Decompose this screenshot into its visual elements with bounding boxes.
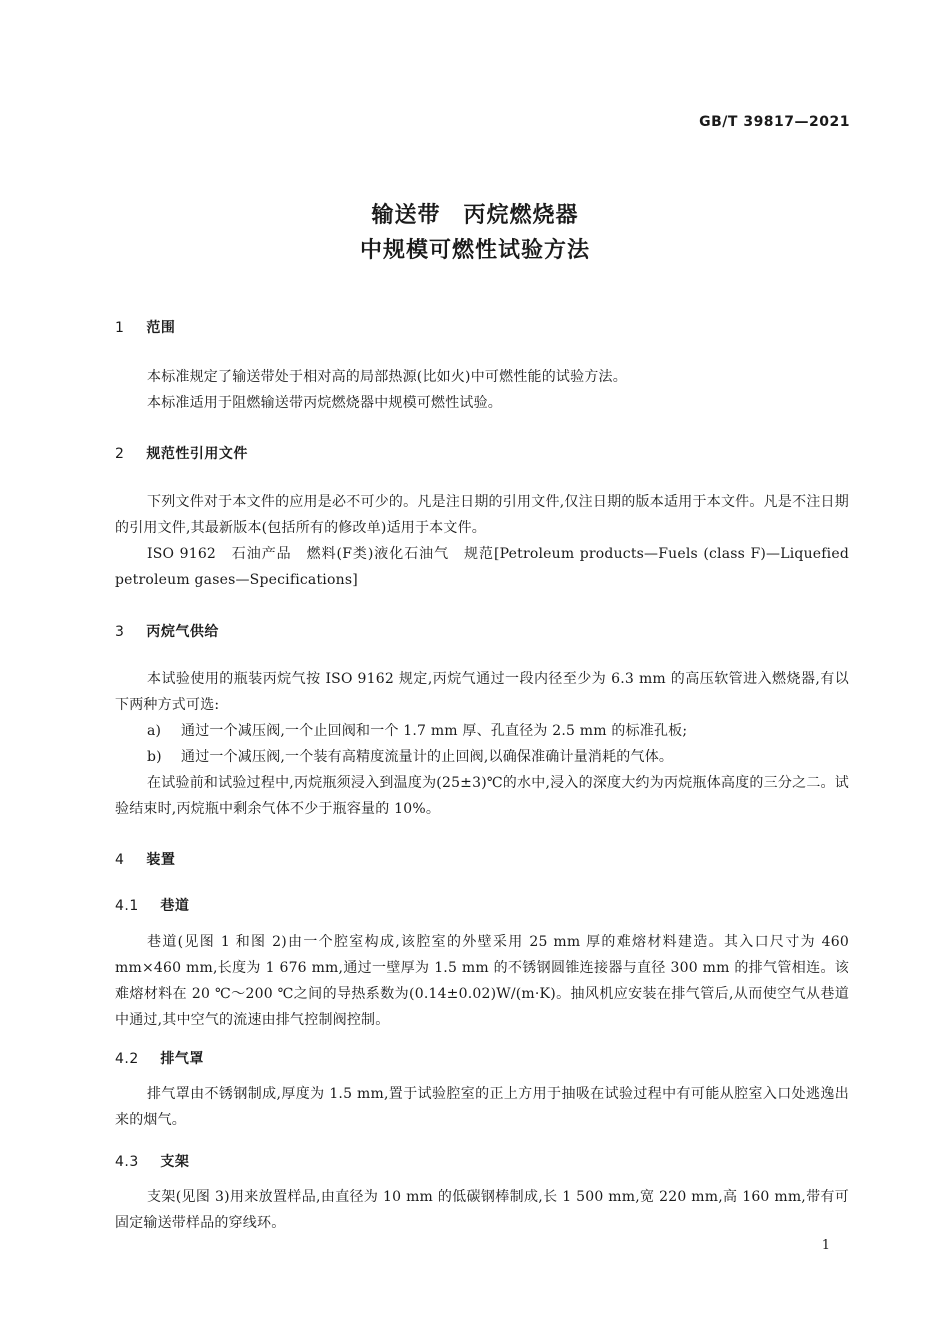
section-4-3-paragraph: 支架(见图 3)用来放置样品,由直径为 10 mm 的低碳钢棒制成,长 1 500 mm,宽 220 mm,高 160 mm,带有可固定输送带样品的穿线环。 (115, 1189, 849, 1231)
list-marker: a) (147, 723, 162, 739)
section-4-1-paragraph: 巷道(见图 1 和图 2)由一个腔室构成,该腔室的外壁采用 25 mm 厚的难熔材料建造。其入口尺寸为 460 mm×460 mm,长度为 1 676 mm,通过一壁厚为 1.5 mm 的不锈钢圆锥连接器与直径 300 mm 的排气管相连。该难熔材料在 20 ℃～200 ℃之间的导热系数为(0.14±0.02)W/(m·K)。抽风机应安装在排气管后,从而使空气从巷道中通过,其中空气的流速由排气控制阀控制。 (115, 934, 849, 1028)
section-3-heading (115, 621, 219, 641)
list-item-text: 通过一个减压阀,一个装有高精度流量计的止回阀,以确保准确计量消耗的气体。 (181, 749, 674, 765)
section-number: 4.1 (115, 898, 139, 914)
section-1-paragraph-2: 本标准适用于阻燃输送带丙烷燃烧器中规模可燃性试验。 (147, 395, 502, 411)
section-title: 丙烷气供给 (146, 624, 219, 640)
section-number: 4.3 (115, 1154, 139, 1170)
section-4-3-heading (115, 1151, 189, 1171)
document-title-line-2: 中规模可燃性试验方法 (359, 238, 590, 263)
section-1-paragraph-1: 本标准规定了输送带处于相对高的局部热源(比如火)中可燃性能的试验方法。 (147, 369, 627, 385)
section-number: 1 (115, 320, 125, 336)
section-4-heading (115, 849, 175, 869)
section-1-heading (115, 317, 175, 337)
section-2-paragraph-1: 下列文件对于本文件的应用是必不可少的。凡是注日期的引用文件,仅注日期的版本适用于本文件。凡是不注日期的引用文件,其最新版本(包括所有的修改单)适用于本文件。 (115, 494, 849, 536)
list-item-text: 通过一个减压阀,一个止回阀和一个 1.7 mm 厚、孔直径为 2.5 mm 的标准孔板; (181, 723, 688, 739)
section-number: 2 (115, 446, 125, 462)
section-title: 规范性引用文件 (146, 446, 248, 462)
section-2-reference-iso-9162: ISO 9162 石油产品 燃料(F类)液化石油气 规范[Petroleum products—Fuels (class F)—Liquefied petroleum gases—Specifications] (115, 546, 849, 588)
standard-code: GB/T 39817—2021 (699, 114, 850, 130)
section-number: 4.2 (115, 1051, 139, 1067)
page-number: 1 (821, 1238, 830, 1253)
section-4-2-paragraph: 排气罩由不锈钢制成,厚度为 1.5 mm,置于试验腔室的正上方用于抽吸在试验过程中有可能从腔室入口处逃逸出来的烟气。 (115, 1086, 849, 1128)
section-4-1-heading (115, 895, 189, 915)
section-3-list-item-a (115, 718, 849, 744)
section-number: 4 (115, 852, 125, 868)
section-title: 排气罩 (160, 1051, 204, 1067)
section-4-2-heading (115, 1048, 204, 1068)
document-title-line-1: 输送带 丙烷燃烧器 (371, 203, 579, 228)
section-title: 范围 (146, 320, 176, 336)
list-marker: b) (147, 749, 162, 765)
section-title: 支架 (160, 1154, 190, 1170)
section-title: 装置 (146, 852, 176, 868)
section-3-paragraph-1: 本试验使用的瓶装丙烷气按 ISO 9162 规定,丙烷气通过一段内径至少为 6.3 mm 的高压软管进入燃烧器,有以下两种方式可选: (115, 671, 849, 713)
section-number: 3 (115, 624, 125, 640)
section-2-heading (115, 443, 248, 463)
section-3-paragraph-2: 在试验前和试验过程中,丙烷瓶须浸入到温度为(25±3)℃的水中,浸入的深度大约为丙烷瓶体高度的三分之二。试验结束时,丙烷瓶中剩余气体不少于瓶容量的 10%。 (115, 775, 849, 817)
section-3-list-item-b (115, 744, 849, 770)
section-title: 巷道 (160, 898, 190, 914)
